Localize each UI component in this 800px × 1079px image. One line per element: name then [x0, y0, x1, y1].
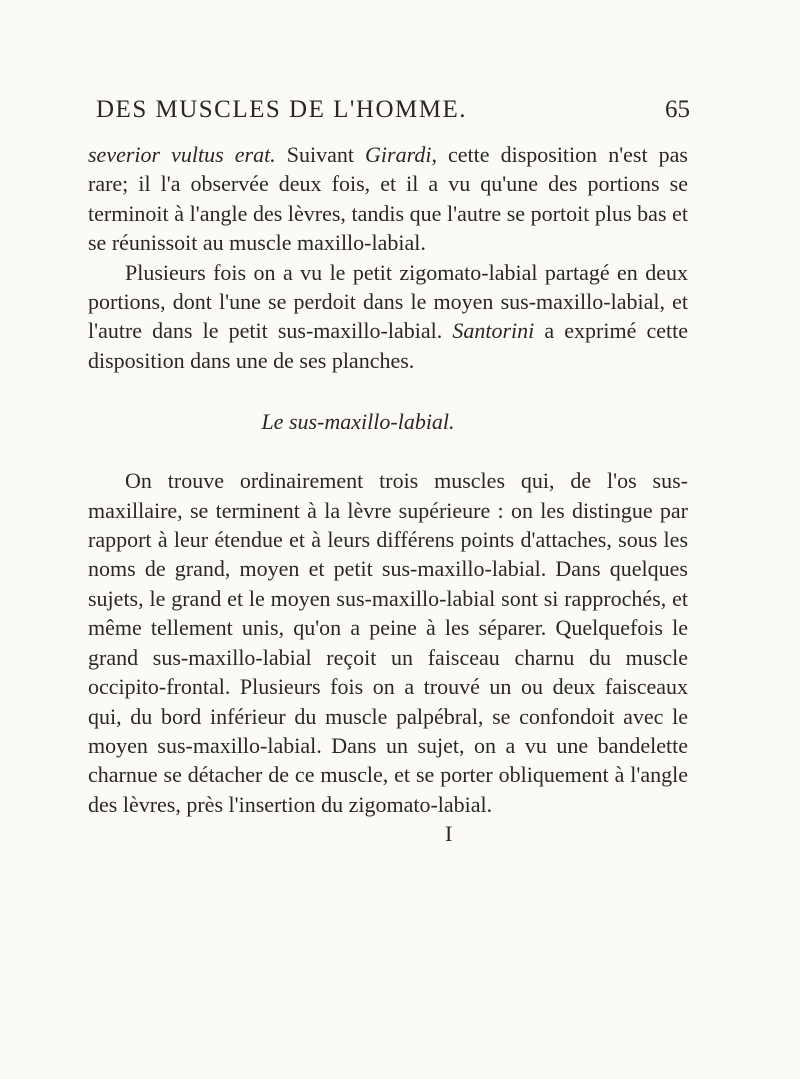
section-heading: Le sus-maxillo-labial.: [261, 409, 455, 435]
italic-latin-phrase: severior vultus erat.: [88, 142, 276, 167]
running-header: [96, 96, 694, 136]
paragraph-2-text-a: Plusieurs fois on a vu le petit zigomato-labial partagé en deux portions, dont l'une se perdoit dans le moyen sus-maxillo-labial, et l'autre dans le petit sus-maxillo-labial.: [88, 259, 688, 344]
italic-author-girardi: Girardi: [365, 142, 432, 167]
paragraph-1-text-b: , cette disposition n'est pas rare; il l'a observée deux fois, et il a vu qu'une des portions se terminoit à l'angle des lèvres, tandis que l'autre se portoit plus bas et se réunissoit au muscle maxillo-labial.: [88, 142, 688, 256]
page-number: 65: [665, 96, 690, 123]
paragraph-2: [88, 258, 688, 376]
italic-author-santorini: Santorini: [452, 318, 535, 344]
body-text: [88, 140, 688, 848]
paragraph-3: [88, 466, 688, 819]
paragraph-2-text-b: a exprimé cette disposition dans une de ses planches.: [88, 318, 688, 373]
signature-mark: I: [445, 821, 453, 847]
book-page: [88, 96, 694, 848]
paragraph-3-text: On trouve ordinairement trois muscles qui, de l'os sus-maxillaire, se terminent à la lèvre supérieure : on les distingue par rapport à leur étendue et à leurs différens points d'attaches, sous les noms de grand, moyen et petit sus-maxillo-labial. Dans quelques sujets, le grand et le moyen sus-maxillo-labial sont si rapprochés, et même tellement unis, qu'on a peine à les séparer. Quelquefois le grand sus-maxillo-labial reçoit un faisceau charnu du muscle occipito-frontal. Plusieurs fois on a trouvé un ou deux faisceaux qui, du bord inférieur du muscle palpébral, se confondoit avec le moyen sus-maxillo-labial. Dans un sujet, on a vu une bandelette charnue se détacher de ce muscle, et se porter obliquement à l'angle des lèvres, près l'insertion du zigomato-labial.: [88, 468, 688, 817]
paragraph-1-text-a: Suivant: [275, 142, 366, 167]
running-title: DES MUSCLES DE L'HOMME.: [96, 96, 467, 123]
paragraph-1: [88, 140, 688, 258]
